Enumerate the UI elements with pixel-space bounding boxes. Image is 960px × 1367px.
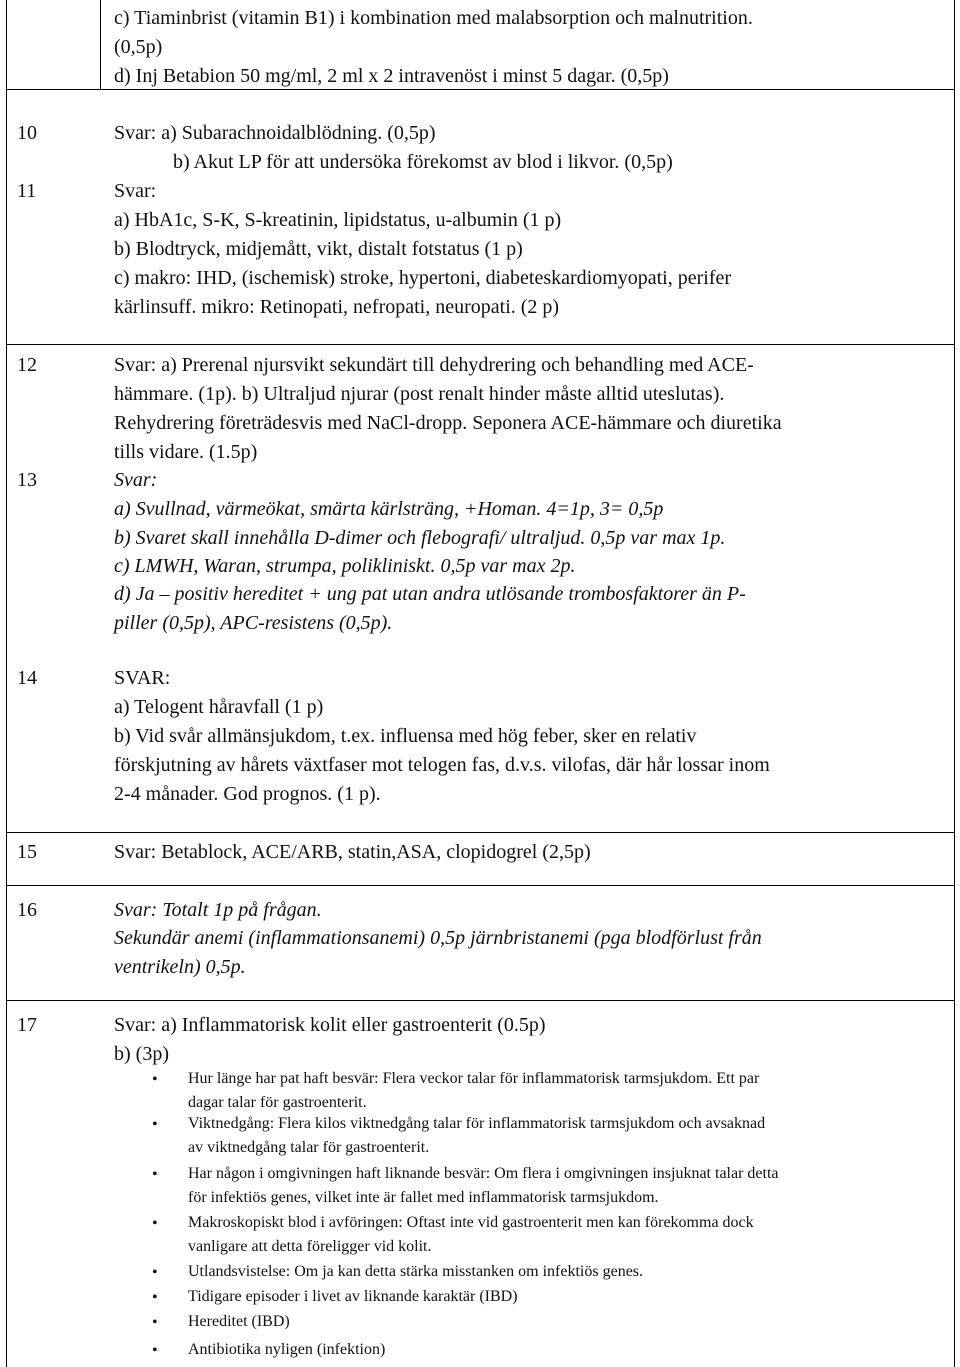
answer-line: a) Svullnad, värmeökat, smärta kärlsträng, +Homan. 4=1p, 3= 0,5p xyxy=(114,498,664,520)
answer-line: förskjutning av hårets växtfaser mot telogen fas, d.v.s. vilofas, där hår lossar inom xyxy=(114,754,770,776)
answer-line: Svar: a) Subarachnoidalblödning. (0,5p) xyxy=(114,122,436,144)
question-number: 17 xyxy=(17,1014,37,1036)
list-item-text: dagar talar för gastroenterit. xyxy=(188,1094,367,1111)
bullet-icon: • xyxy=(152,1289,158,1306)
list-item-text: av viktnedgång talar för gastroenterit. xyxy=(188,1139,430,1156)
answer-line: a) Telogent håravfall (1 p) xyxy=(114,696,324,718)
question-number: 13 xyxy=(17,469,37,491)
bullet-icon: • xyxy=(152,1166,158,1183)
answer-line: b) Vid svår allmänsjukdom, t.ex. influensa med hög feber, sker en relativ xyxy=(114,725,697,747)
answer-line: tills vidare. (1.5p) xyxy=(114,441,258,463)
answer-line: c) makro: IHD, (ischemisk) stroke, hypertoni, diabeteskardiomyopati, perifer xyxy=(114,267,732,289)
answer-line: Rehydrering företrädesvis med NaCl-dropp. Seponera ACE-hämmare och diuretika xyxy=(114,412,782,434)
row-divider xyxy=(6,89,955,90)
answer-line: kärlinsuff. mikro: Retinopati, nefropati, neuropati. (2 p) xyxy=(114,296,560,318)
answer-line: (0,5p) xyxy=(114,36,163,58)
answer-line: Svar: a) Prerenal njursvikt sekundärt till dehydrering och behandling med ACE- xyxy=(114,354,754,376)
bullet-icon: • xyxy=(152,1071,158,1088)
table-border-left xyxy=(6,0,7,1367)
row-divider xyxy=(6,832,955,833)
answer-line: b) (3p) xyxy=(114,1043,169,1065)
list-item-text: Makroskopiskt blod i avföringen: Oftast inte vid gastroenterit men kan förekomma dock xyxy=(188,1214,754,1231)
answer-line: d) Inj Betabion 50 mg/ml, 2 ml x 2 intravenöst i minst 5 dagar. (0,5p) xyxy=(114,65,669,87)
answer-line: c) Tiaminbrist (vitamin B1) i kombination med malabsorption och malnutrition. xyxy=(114,7,753,29)
answer-line: Svar: xyxy=(114,180,157,202)
answer-line: Svar: a) Inflammatorisk kolit eller gastroenterit (0.5p) xyxy=(114,1014,546,1036)
list-item-text: Utlandsvistelse: Om ja kan detta stärka misstanken om infektiös genes. xyxy=(188,1263,644,1280)
answer-line: 2-4 månader. God prognos. (1 p). xyxy=(114,783,381,805)
answer-line: c) LMWH, Waran, strumpa, polikliniskt. 0,5p var max 2p. xyxy=(114,555,576,577)
answer-line: b) Svaret skall innehålla D-dimer och flebografi/ ultraljud. 0,5p var max 1p. xyxy=(114,527,726,549)
bullet-icon: • xyxy=(152,1314,158,1331)
list-item-text: Hur länge har pat haft besvär: Flera veckor talar för inflammatorisk tarmsjukdom. Ett par xyxy=(188,1070,760,1087)
question-number: 15 xyxy=(17,841,37,863)
list-item-text: Hereditet (IBD) xyxy=(188,1313,290,1330)
list-item-text: Viktnedgång: Flera kilos viktnedgång talar för inflammatorisk tarmsjukdom och avsaknad xyxy=(188,1115,766,1132)
question-number: 11 xyxy=(17,180,37,202)
answer-line: d) Ja – positiv hereditet + ung pat utan andra utlösande trombosfaktorer än P- xyxy=(114,583,746,605)
row-divider xyxy=(6,344,955,345)
answer-line: Svar: xyxy=(114,469,158,491)
list-item-text: Har någon i omgivningen haft liknande besvär: Om flera i omgivningen insjuknat talar detta xyxy=(188,1165,779,1182)
answer-line: b) Blodtryck, midjemått, vikt, distalt fotstatus (1 p) xyxy=(114,238,523,260)
answer-line: Sekundär anemi (inflammationsanemi) 0,5p järnbristanemi (pga blodförlust från xyxy=(114,927,762,949)
question-number: 10 xyxy=(17,122,37,144)
bullet-icon: • xyxy=(152,1264,158,1281)
list-item-text: Tidigare episoder i livet av liknande karaktär (IBD) xyxy=(188,1288,518,1305)
bullet-icon: • xyxy=(152,1342,158,1359)
answer-line: ventrikeln) 0,5p. xyxy=(114,956,246,978)
answer-line: b) Akut LP för att undersöka förekomst av blod i likvor. (0,5p) xyxy=(173,151,673,173)
table-column-divider xyxy=(100,0,101,89)
answer-line: Svar: Totalt 1p på frågan. xyxy=(114,899,322,921)
question-number: 16 xyxy=(17,899,37,921)
list-item-text: för infektiös genes, vilket inte är fallet med inflammatorisk tarmsjukdom. xyxy=(188,1189,659,1206)
bullet-icon: • xyxy=(152,1116,158,1133)
answer-line: piller (0,5p), APC-resistens (0,5p). xyxy=(114,612,393,634)
list-item-text: vanligare att detta föreligger vid kolit. xyxy=(188,1238,432,1255)
answer-line: a) HbA1c, S-K, S-kreatinin, lipidstatus, u-albumin (1 p) xyxy=(114,209,562,231)
table-border-right xyxy=(954,0,955,1367)
row-divider xyxy=(6,1000,955,1001)
answer-line: hämmare. (1p). b) Ultraljud njurar (post renalt hinder måste alltid uteslutas). xyxy=(114,383,725,405)
list-item-text: Antibiotika nyligen (infektion) xyxy=(188,1341,386,1358)
bullet-icon: • xyxy=(152,1215,158,1232)
row-divider xyxy=(6,885,955,886)
answer-line: Svar: Betablock, ACE/ARB, statin,ASA, clopidogrel (2,5p) xyxy=(114,841,591,863)
question-number: 14 xyxy=(17,667,37,689)
answer-line: SVAR: xyxy=(114,667,171,689)
question-number: 12 xyxy=(17,354,37,376)
